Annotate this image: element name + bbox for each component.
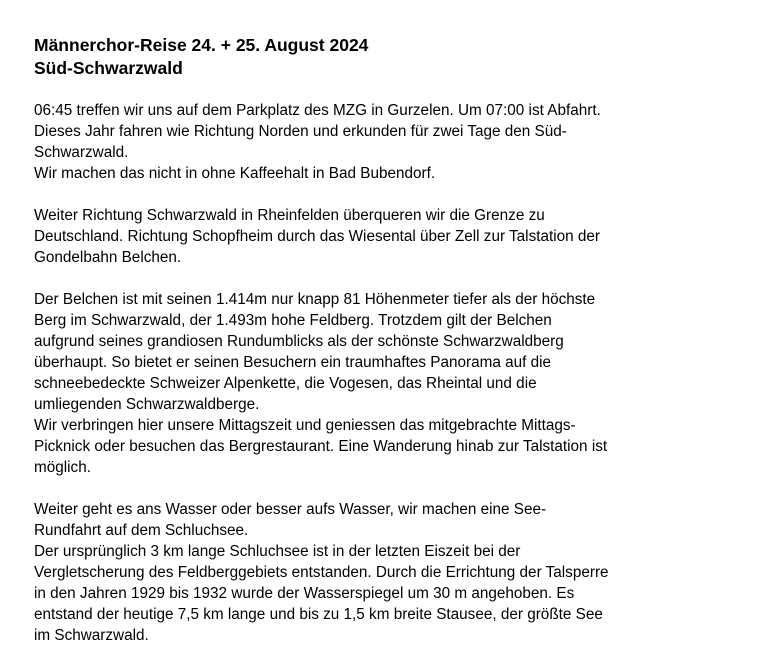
text-line: Der Belchen ist mit seinen 1.414m nur knapp 81 Höhenmeter tiefer als der höchste bbox=[34, 291, 596, 308]
text-line: Berg im Schwarzwald, der 1.493m hohe Feldberg. Trotzdem gilt der Belchen bbox=[34, 312, 552, 329]
text-line: Schwarzwald. bbox=[34, 144, 129, 161]
paragraph-belchen bbox=[34, 289, 746, 478]
paragraph-route bbox=[34, 205, 746, 268]
text-line: entstand der heutige 7,5 km lange und bis zu 1,5 km breite Stausee, der größte See bbox=[34, 606, 603, 623]
text-line: 06:45 treffen wir uns auf dem Parkplatz des MZG in Gurzelen. Um 07:00 ist Abfahrt. bbox=[34, 102, 601, 119]
text-line: Picknick oder besuchen das Bergrestaurant. Eine Wanderung hinab zur Talstation ist bbox=[34, 438, 608, 455]
text-line: Deutschland. Richtung Schopfheim durch das Wiesental über Zell zur Talstation der bbox=[34, 228, 600, 245]
text-line: Der ursprünglich 3 km lange Schluchsee ist in der letzten Eiszeit bei der bbox=[34, 543, 521, 560]
text-line: Dieses Jahr fahren wie Richtung Norden und erkunden für zwei Tage den Süd- bbox=[34, 123, 567, 140]
title-line-destination: Süd-Schwarzwald bbox=[34, 58, 183, 78]
paragraph-gap bbox=[34, 268, 746, 289]
title-line-trip: Männerchor-Reise 24. + 25. August 2024 bbox=[34, 35, 369, 55]
text-line: Wir verbringen hier unsere Mittagszeit und geniessen das mitgebrachte Mittags- bbox=[34, 417, 576, 434]
text-line: im Schwarzwald. bbox=[34, 627, 149, 644]
text-line: Weiter geht es ans Wasser oder besser aufs Wasser, wir machen eine See- bbox=[34, 501, 547, 518]
document-body bbox=[34, 100, 746, 646]
paragraph-schluchsee bbox=[34, 499, 746, 646]
text-line: in den Jahren 1929 bis 1932 wurde der Wasserspiegel um 30 m angehoben. Es bbox=[34, 585, 575, 602]
document-page bbox=[34, 34, 746, 646]
paragraph-gap bbox=[34, 478, 746, 499]
text-line: Gondelbahn Belchen. bbox=[34, 249, 182, 266]
text-line: möglich. bbox=[34, 459, 91, 476]
text-line: aufgrund seines grandiosen Rundumblicks als der schönste Schwarzwaldberg bbox=[34, 333, 564, 350]
text-line: umliegenden Schwarzwaldberge. bbox=[34, 396, 260, 413]
text-line: Rundfahrt auf dem Schluchsee. bbox=[34, 522, 249, 539]
text-line: Wir machen das nicht in ohne Kaffeehalt in Bad Bubendorf. bbox=[34, 165, 436, 182]
text-line: schneebedeckte Schweizer Alpenkette, die Vogesen, das Rheintal und die bbox=[34, 375, 537, 392]
document-title bbox=[34, 34, 746, 80]
paragraph-gap bbox=[34, 184, 746, 205]
text-line: überhaupt. So bietet er seinen Besuchern ein traumhaftes Panorama auf die bbox=[34, 354, 552, 371]
text-line: Weiter Richtung Schwarzwald in Rheinfelden überqueren wir die Grenze zu bbox=[34, 207, 545, 224]
text-line: Vergletscherung des Feldberggebiets entstanden. Durch die Errichtung der Talsperre bbox=[34, 564, 609, 581]
paragraph-departure bbox=[34, 100, 746, 184]
